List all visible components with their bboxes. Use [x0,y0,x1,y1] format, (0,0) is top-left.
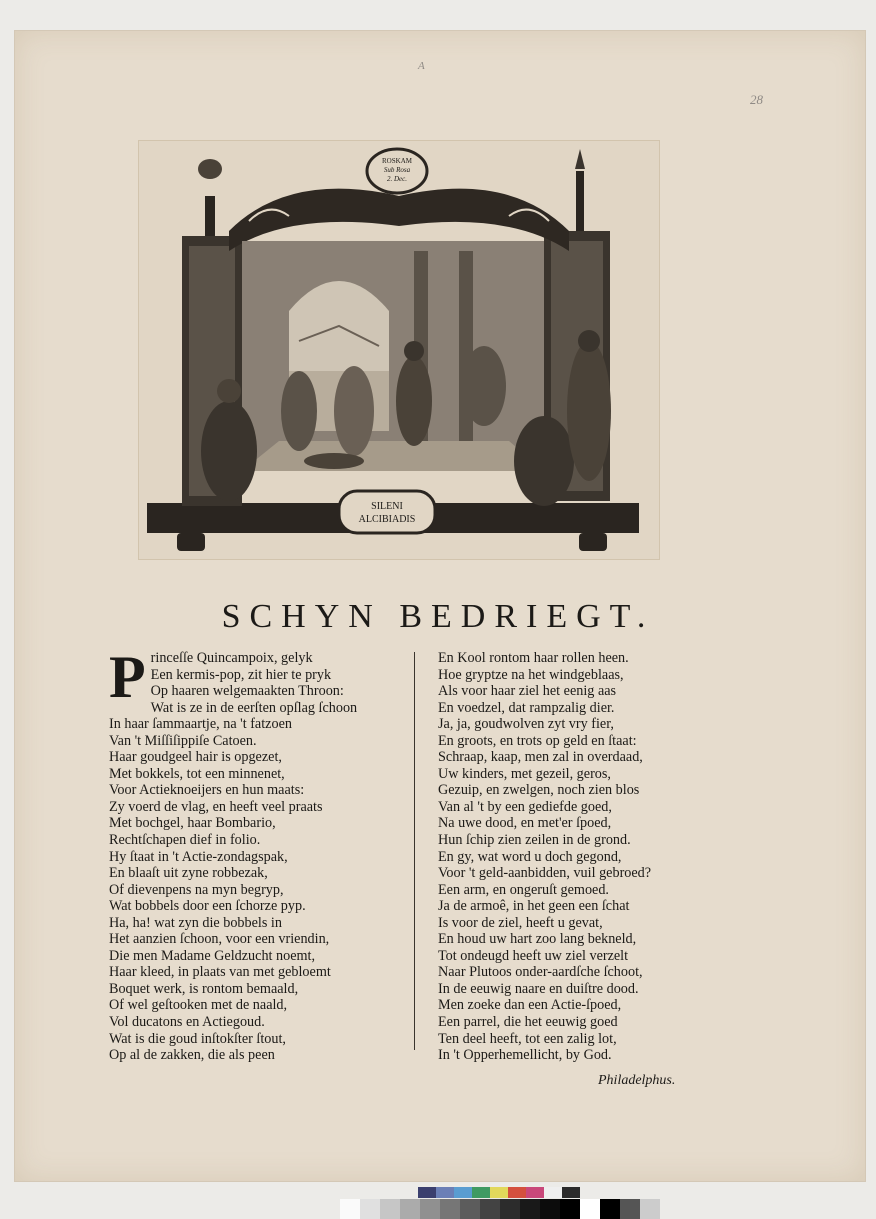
poem-line: Ja, ja, goudwolven zyt vry fier, [438,716,614,733]
poem-line: En groots, en trots op geld en ſtaat: [438,732,637,749]
grey-patch [440,1199,460,1219]
grey-patch [540,1199,560,1219]
poem-line: Ha, ha! wat zyn die bobbels in [109,914,282,931]
poem-line: Die men Madame Geldzucht noemt, [109,947,316,964]
bottom-cartouche-line-1: SILENI [371,501,403,512]
poem-line: En Kool rontom haar rollen heen. [438,650,629,666]
column-divider [414,652,415,1050]
color-patch [418,1187,436,1198]
color-patch [526,1187,544,1198]
poem-line: Op al de zakken, die als peen [109,1047,275,1064]
grey-patch [620,1199,640,1219]
top-cartouche-line-2: Sub Rosa [383,166,411,174]
poem-line: Van al 't by een gediefde goed, [438,798,612,815]
poem-right-column [438,650,728,1064]
poem-line: Wat bobbels door een ſchorze pyp. [109,898,306,915]
poem-line: Hun ſchip zien zeilen in de grond. [438,832,631,849]
dropcap-initial: P [109,644,146,710]
folio-number: 28 [750,92,763,107]
poem-line: Haar goudgeel hair is opgezet, [109,749,282,766]
engraving-illustration [139,141,659,559]
grey-patch [600,1199,620,1219]
poem-line: En blaaſt uit zyne robbezak, [109,865,268,882]
poem-line: In de eeuwig naare en duiſtre dood. [438,980,639,997]
poem-line: Of wel geſtooken met de naald, [109,997,288,1014]
poem-line: Schraap, kaap, men zal in overdaad, [438,749,643,766]
grey-patch [480,1199,500,1219]
grey-patch [560,1199,580,1219]
poem-line: En voedzel, dat rampzalig dier. [438,699,615,716]
pencil-mark: A [418,60,425,72]
bottom-cartouche-line-2: ALCIBIADIS [358,514,416,525]
poem-line: Met bokkels, tot een minnenet, [109,765,285,782]
color-patch [472,1187,490,1198]
poem-line: In haar ſammaartje, na 't fatzoen [109,716,292,733]
poem-line: Ten deel heeft, tot een zalig lot, [438,1030,617,1047]
color-calibration-strip [418,1187,580,1198]
poem-line: Een kermis-pop, zit hier te pryk [150,666,332,683]
poem-line: Wat is ze in de eerſten opſlag ſchoon [150,699,358,716]
poem-line: Met bochgel, haar Bombario, [109,815,276,832]
poem-line: Boquet werk, is rontom bemaald, [109,980,299,997]
top-cartouche-line-3: 2. Dec. [386,175,408,183]
poem-line: Haar kleed, in plaats van met gebloemt [109,964,331,981]
grey-patch [400,1199,420,1219]
poem-line: Of dievenpens na myn begryp, [109,881,284,898]
poem-line: Is voor de ziel, heeft u gevat, [438,914,603,931]
poem-line: Het aanzien ſchoon, voor een vriendin, [109,931,330,948]
poem-line: Van 't Miſſiſippiſe Catoen. [109,732,257,749]
grey-patch [360,1199,380,1219]
grey-patch [520,1199,540,1219]
poem-line: Rechtſchapen dief in folio. [109,832,261,849]
grey-patch [460,1199,480,1219]
poem-line: Hy ſtaat in 't Actie-zondagspak, [109,848,288,865]
poem-line: Vol ducatons en Actiegoud. [109,1014,265,1031]
grey-patch [640,1199,660,1219]
poem-line: Als voor haar ziel het eenig aas [438,683,617,700]
grey-patch [380,1199,400,1219]
poem-line: Gezuip, en zwelgen, noch zien blos [438,782,640,799]
poem-title: SCHYN BEDRIEGT. [221,598,655,635]
poem-line: Tot ondeugd heeft uw ziel verzelt [438,947,629,964]
poem-line: Na uwe dood, en met'er ſpoed, [438,815,612,832]
poem-line: Hoe gryptze na het windgeblaas, [438,666,624,683]
grey-calibration-strip [340,1199,660,1219]
grey-patch [580,1199,600,1219]
author-signature: Philadelphus. [598,1073,676,1088]
color-patch [508,1187,526,1198]
color-patch [454,1187,472,1198]
poem-line: Zy voerd de vlag, en heeft veel praats [109,798,323,815]
color-patch [436,1187,454,1198]
poem-line: Een parrel, die het eeuwig goed [438,1014,618,1031]
poem-line: Men zoeke dan een Actie-ſpoed, [438,997,622,1014]
engraving-plate [138,140,660,560]
color-patch [562,1187,580,1198]
poem-line: In 't Opperhemellicht, by God. [438,1047,612,1064]
poem-line: Wat is die goud inſtokſter ſtout, [109,1030,286,1047]
poem-line: Op haaren welgemaakten Throon: [150,683,344,700]
poem-line: rinceſſe Quincampoix, gelyk [150,650,313,666]
poem-line: Voor Actieknoeijers en hun maats: [109,782,305,799]
poem-line: Voor 't geld-aanbidden, vuil gebroed? [438,865,652,882]
grey-patch [420,1199,440,1219]
poem-line: Uw kinders, met gezeil, geros, [438,765,611,782]
color-patch [490,1187,508,1198]
poem-line: Een arm, en ongeruſt gemoed. [438,881,609,898]
grey-patch [340,1199,360,1219]
poem-line: En gy, wat word u doch gegond, [438,848,622,865]
poem-line: Naar Plutoos onder-aardſche ſchoot, [438,964,643,981]
poem-line: En houd uw hart zoo lang bekneld, [438,931,637,948]
color-patch [544,1187,562,1198]
poem-left-column [109,644,409,1064]
grey-patch [500,1199,520,1219]
poem-line: Ja de armoê, in het geen een ſchat [438,898,630,915]
top-cartouche-line-1: ROSKAM [382,157,412,165]
